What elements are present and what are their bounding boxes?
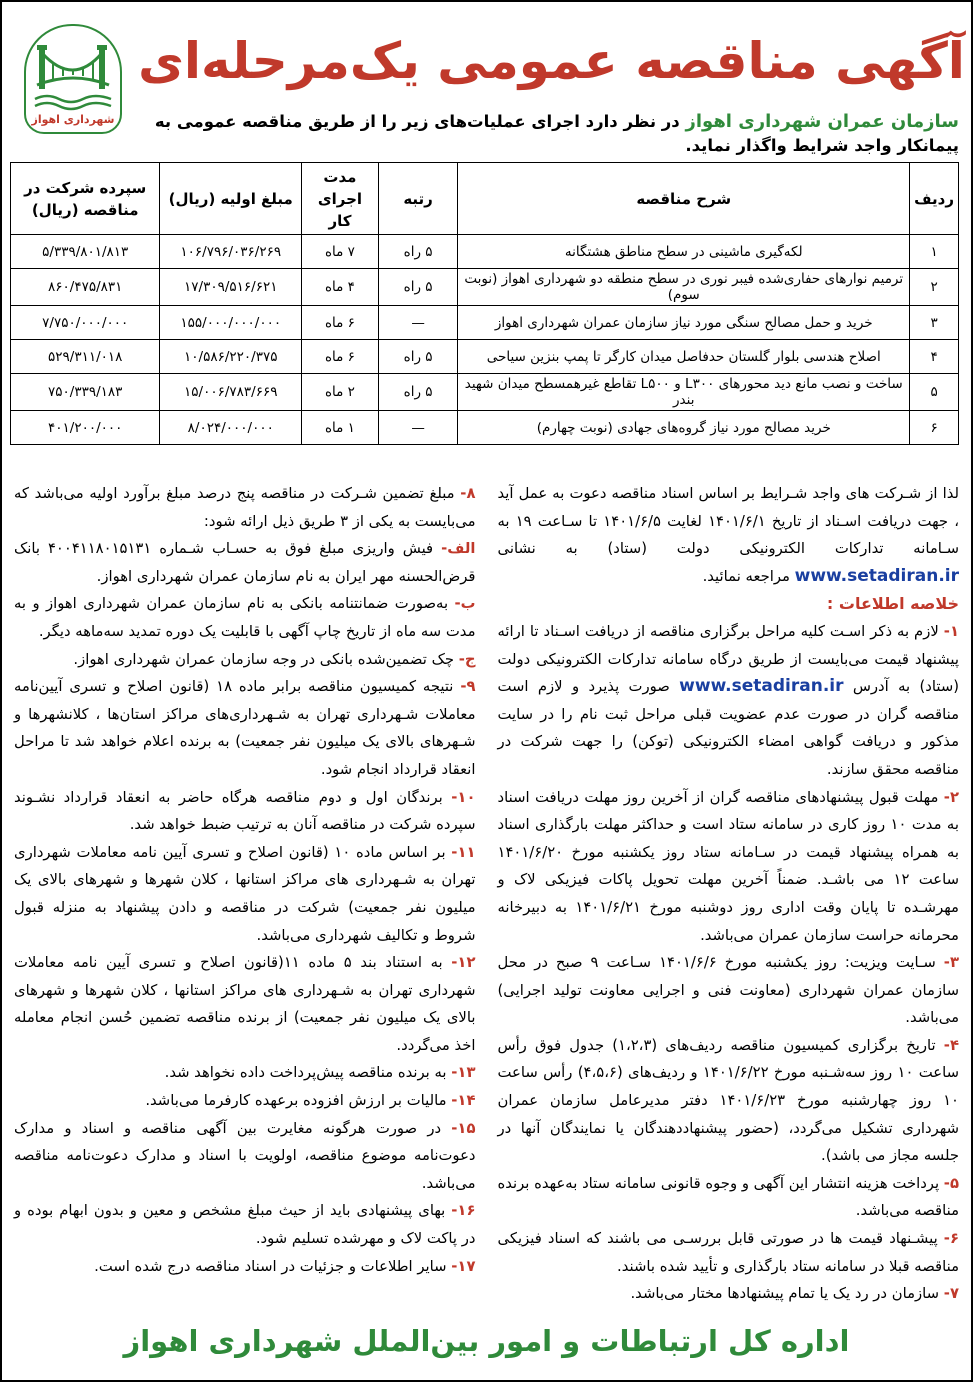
header-grade: رتبه <box>378 163 458 235</box>
item-number: ۱۱- <box>451 843 476 861</box>
item-text: فیش واریزی مبلغ فوق به حسـاب شـماره ۴۰۰۴۱۱۸۰۱۵۱۳۱ بانک قرض‌الحسنه مهر ایران به نام سازمان عمران شهرداری اهواز. <box>14 540 476 585</box>
item-10 <box>14 784 476 839</box>
item-text: پرداخت هزینه انتشار این آگهی و وجوه قانونی سامانه ستاد به‌عهده برنده مناقصه می‌باشد. <box>497 1174 959 1220</box>
table-row <box>11 340 959 374</box>
item-6 <box>498 1225 960 1280</box>
cell-deposit: ۷۵۰/۳۳۹/۱۸۳ <box>11 374 160 411</box>
item-5 <box>498 1170 960 1225</box>
item-13 <box>14 1059 476 1087</box>
cell-deposit: ۵/۳۳۹/۸۰۱/۸۱۳ <box>11 235 160 269</box>
cell-grade: — <box>378 306 458 340</box>
logo-caption: شهرداری اهواز <box>31 113 115 126</box>
item-number: ۱۰- <box>451 788 476 806</box>
item-11 <box>14 839 476 949</box>
ahvaz-municipality-logo <box>24 24 122 134</box>
cell-row-number: ۶ <box>910 411 959 445</box>
page-title: آگهی مناقصه عمومی یک‌مرحله‌ای <box>138 32 965 90</box>
item-text: تاریخ برگزاری کمیسیون مناقصه ردیف‌های (۱،۲،۳) جدول فوق رأس ساعت ۱۰ روز سه‌شـنبه مورخ ۱۴۰۱/۶/۲۲ و ردیف‌های (۴،۵،۶) رأس ساعت ۱۰ روز چهارشنبه مورخ ۱۴۰۱/۶/۲۳ دفتر مدیرعامل سازمان عمران شهرداری تشکیل می‌گردد، (حضور پیشنهاددهندگان یا نمایندگان آنها در جلسه مجاز می باشد). <box>497 1036 960 1165</box>
table-row <box>11 235 959 269</box>
cell-description: لکه‌گیری ماشینی در سطح مناطق هشتگانه <box>458 235 910 269</box>
item-number: ۱۴- <box>451 1092 476 1110</box>
cell-estimate: ۱۰/۵۸۶/۲۲۰/۳۷۵ <box>160 340 302 374</box>
cell-row-number: ۲ <box>910 269 959 306</box>
cell-description: اصلاح هندسی بلوار گلستان حدفاصل میدان کارگر تا پمپ بنزین سیاحی <box>458 340 910 374</box>
item-3 <box>498 949 960 1032</box>
cell-grade: — <box>378 411 458 445</box>
item-number: ۹- <box>460 678 476 696</box>
cell-deposit: ۵۲۹/۳۱۱/۰۱۸ <box>11 340 160 374</box>
item-number: ۱۲- <box>451 954 476 972</box>
footer-signature: اداره کل ارتباطات و امور بین‌الملل شهرداری اهواز <box>123 1324 850 1358</box>
item-1 <box>498 618 960 784</box>
item-number: ۱۷- <box>451 1257 476 1275</box>
cell-row-number: ۵ <box>910 374 959 411</box>
cell-row-number: ۱ <box>910 235 959 269</box>
header-deposit: سپرده شرکت در مناقصه (ریال) <box>11 163 160 235</box>
item-number: ۱۳- <box>451 1064 476 1082</box>
cell-row-number: ۳ <box>910 306 959 340</box>
cell-grade: ۵ راه <box>378 235 458 269</box>
table-row <box>11 411 959 445</box>
cell-duration: ۲ ماه <box>302 374 379 411</box>
item-8-a <box>14 535 476 590</box>
sub-item-label: ج- <box>458 650 476 668</box>
body-columns <box>14 480 959 1315</box>
item-text-end: صورت پذیرد و لازم است مناقصه گران در صورت عدم عضویت قبلی مراحل ثبت نام را در سایت مذکور و دریافت گواهی امضاء الکترونیکی (توکن) را جهت شرکت در مناقصه محقق سازند. <box>497 678 959 778</box>
item-text: سـایت ویزیت: روز یکشنبه مورخ ۱۴۰۱/۶/۶ سـاعت ۹ صبح در محل سازمان عمران شهرداری (معاونت فنی و اجرایی معاونت تولید اجرایی) می‌باشد. <box>497 954 959 1027</box>
cell-grade: ۵ راه <box>378 340 458 374</box>
cell-duration: ۶ ماه <box>302 340 379 374</box>
cell-estimate: ۸/۰۲۴/۰۰۰/۰۰۰ <box>160 411 302 445</box>
table-header-row <box>11 163 959 235</box>
table-row <box>11 269 959 306</box>
cell-estimate: ۱۰۶/۷۹۶/۰۳۶/۲۶۹ <box>160 235 302 269</box>
cell-grade: ۵ راه <box>378 269 458 306</box>
intro-body: در نظر دارد اجرای عملیات‌های زیر را از طریق مناقصه عمومی به پیمانکار واجد شرایط واگذار نماید. <box>154 112 959 155</box>
cell-description: خرید مصالح مورد نیاز گروه‌های جهادی (نوبت چهارم) <box>458 411 910 445</box>
header-description: شرح مناقصه <box>458 163 910 235</box>
item-text: بهای پیشنهادی باید از حیث مبلغ مشخص و معین و بدون ابهام بوده و در پاکت لاک و مهرشده تسلیم شود. <box>14 1202 476 1248</box>
cell-duration: ۷ ماه <box>302 235 379 269</box>
cell-deposit: ۸۶۰/۴۷۵/۸۳۱ <box>11 269 160 306</box>
table-row <box>11 306 959 340</box>
header-estimate: مبلغ اولیه (ریال) <box>160 163 302 235</box>
item-number: ۱۶- <box>451 1202 476 1220</box>
cell-duration: ۱ ماه <box>302 411 379 445</box>
item-7 <box>498 1280 960 1308</box>
white-bridge-icon <box>33 41 113 111</box>
item-8-c <box>14 646 476 674</box>
item-text: به استناد بند ۵ ماده ۱۱(قانون اصلاح و تسری آیین نامه معاملات شهرداری تهران به شـهرداری های مراکز استانها ، کلان شهرها و شهرهای بالای یک میلیون نفر جمعیت) از برنده مناقصه تضمین حُسن انجام معامله اخذ می‌گردد. <box>14 954 476 1054</box>
setad-link[interactable]: www.setadiran.ir <box>794 565 959 586</box>
invitation-text-end: مراجعه نمائید. <box>702 567 795 585</box>
item-text: لازم به ذکر اسـت کلیه مراحل برگزاری مناقصه از دریافت اسـناد تا ارائه پیشنهاد قیمت می‌بایست از طریق درگاه سامانه تدارکات الکترونیکی دولت (ستاد) به آدرس <box>497 622 959 696</box>
item-number: ۱- <box>943 622 959 640</box>
invitation-text: لذا از شـرکت های واجد شـرایط بر اساس اسناد مناقصه دعوت به عمل آید ، جهت دریافت اسـناد از تاریخ ۱۴۰۱/۶/۱ لغایت ۱۴۰۱/۶/۵ تا سـاعت ۱۹ به سـامانه تدارکات الکترونیکی دولت (ستاد) به نشانی <box>497 485 959 558</box>
sub-item-label: ب- <box>454 595 476 613</box>
item-text: مالیات بر ارزش افزوده برعهده کارفرما می‌باشد. <box>145 1092 452 1110</box>
item-text: مبلغ تضمین شـرکت در مناقصه پنج درصد مبلغ برآورد اولیه می‌باشد که می‌بایست به یکی از ۳ طریق ذیل ارائه شود: <box>14 485 476 530</box>
item-number: ۱۵- <box>451 1119 476 1137</box>
left-column <box>14 480 476 1315</box>
table-row <box>11 374 959 411</box>
item-17 <box>14 1253 476 1281</box>
cell-description: خرید و حمل مصالح سنگی مورد نیاز سازمان عمران شهرداری اهواز <box>458 306 910 340</box>
item-text: برندگان اول و دوم مناقصه هرگاه حاضر به انعقاد قرارداد نشـوند سپرده شرکت در مناقصه آنان به ترتیب ضبط خواهد شد. <box>14 788 476 834</box>
sub-item-label: الف- <box>441 540 476 558</box>
item-number: ۶- <box>943 1230 959 1248</box>
cell-duration: ۴ ماه <box>302 269 379 306</box>
item-text: سایر اطلاعات و جزئیات در اسناد مناقصه درج شده است. <box>94 1257 452 1275</box>
item-8 <box>14 480 476 535</box>
item-number: ۲- <box>943 788 959 806</box>
item-text: در صورت هرگونه مغایرت بین آگهی مناقصه و اسناد و مدارک دعوت‌نامه موضوع مناقصه، اولویت با اسناد و مدارک دعوت‌نامه مناقصه می‌باشد. <box>14 1119 476 1192</box>
header-duration: مدت اجرای کار <box>302 163 379 235</box>
item-number: ۳- <box>943 954 959 972</box>
cell-estimate: ۱۵۵/۰۰۰/۰۰۰/۰۰۰ <box>160 306 302 340</box>
item-8-b <box>14 590 476 645</box>
cell-duration: ۶ ماه <box>302 306 379 340</box>
item-text: چک تضمین‌شده بانکی در وجه سازمان عمران شهرداری اهواز. <box>73 650 459 668</box>
tenders-table <box>10 162 959 445</box>
invitation-paragraph <box>498 480 960 590</box>
item-text: به برنده مناقصه پیش‌پرداخت داده نخواهد شد. <box>164 1064 452 1082</box>
item-12 <box>14 949 476 1059</box>
item-4 <box>498 1032 960 1170</box>
setad-link[interactable]: www.setadiran.ir <box>679 676 844 697</box>
item-15 <box>14 1115 476 1198</box>
item-9 <box>14 673 476 783</box>
item-text: بر اساس ماده ۱۰ (قانون اصلاح و تسری آیین نامه معاملات شهرداری تهران به شـهرداری های مراکز استانها ، کلان شهرها و شهرهای بالای یک میلیون نفر جمعیت) شرکت در مناقصه و دادن پیشنهاد به منزله قبول شروط و تکالیف شهرداری می‌باشد. <box>14 843 476 944</box>
header-row-number: ردیف <box>910 163 959 235</box>
cell-estimate: ۱۷/۳۰۹/۵۱۶/۶۲۱ <box>160 269 302 306</box>
cell-estimate: ۱۵/۰۰۶/۷۸۳/۶۶۹ <box>160 374 302 411</box>
item-16 <box>14 1197 476 1252</box>
cell-deposit: ۴۰۱/۲۰۰/۰۰۰ <box>11 411 160 445</box>
item-text: پیشـنهاد قیمت ها در صورتی قابل بررسـی می باشند که اسناد فیزیکی مناقصه قبلا در سامانه ستاد بارگذاری و تأیید شده باشند. <box>497 1230 959 1275</box>
item-2 <box>498 784 960 950</box>
item-number: ۵- <box>943 1174 959 1192</box>
item-number: ۸- <box>460 485 476 502</box>
item-number: ۴- <box>943 1036 959 1054</box>
intro-text <box>132 110 959 158</box>
item-text: سازمان در رد یک یا تمام پیشنهادها مختار می‌باشد. <box>630 1285 944 1303</box>
item-text: به‌صورت ضمانتنامه بانکی به نام سازمان عمران شهرداری اهواز و به مدت سه ماه از تاریخ چاپ آگهی با قابلیت یک دوره تمدید سه‌ماهه دیگر. <box>14 595 476 640</box>
cell-description: ترمیم نوارهای حفاری‌شده فیبر نوری در سطح منطقه دو شهرداری اهواز (نوبت سوم) <box>458 269 910 306</box>
item-text: نتیجه کمیسیون مناقصه برابر ماده ۱۸ (قانون اصلاح و تسری آیین‌نامه معاملات شـهرداری تهران به شـهرداری‌های مراکز استان‌ها ، کلانشهرها و شـهرهای بالای یک میلیون نفر جمعیت) به برنده اعلام خواهد شد تا مراحل انعقاد قرارداد انجام شود. <box>14 678 476 778</box>
cell-grade: ۵ راه <box>378 374 458 411</box>
item-14 <box>14 1087 476 1115</box>
cell-row-number: ۴ <box>910 340 959 374</box>
right-column <box>498 480 960 1315</box>
summary-heading: خلاصه اطلاعات : <box>826 594 959 614</box>
cell-deposit: ۷/۷۵۰/۰۰۰/۰۰۰ <box>11 306 160 340</box>
cell-description: ساخت و نصب مانع دید محورهای L۳۰۰ و L۵۰۰ تقاطع غیرهمسطح میدان شهید بندر <box>458 374 910 411</box>
item-text: مهلت قبول پیشنهادهای مناقصه گران از آخرین روز مهلت دریافت اسناد به مدت ۱۰ روز کاری در سامانه ستاد است و حداکثر مهلت بارگذاری اسناد به همراه پیشنهاد قیمت در سـامانه ستاد روز یکشنبه مورخ ۱۴۰۱/۶/۲۰ ساعت ۱۲ می باشـد. ضمناً آخرین مهلت تحویل پاکات فیزیکی لاک و مهرشـده تا پایان وقت اداری روز دوشنبه مورخ ۱۴۰۱/۶/۲۱ به دبیرخانه محرمانه حراست سازمان عمران می‌باشد. <box>497 788 959 944</box>
intro-organization: سازمان عمران شهرداری اهواز <box>685 111 959 132</box>
item-number: ۷- <box>943 1285 959 1303</box>
